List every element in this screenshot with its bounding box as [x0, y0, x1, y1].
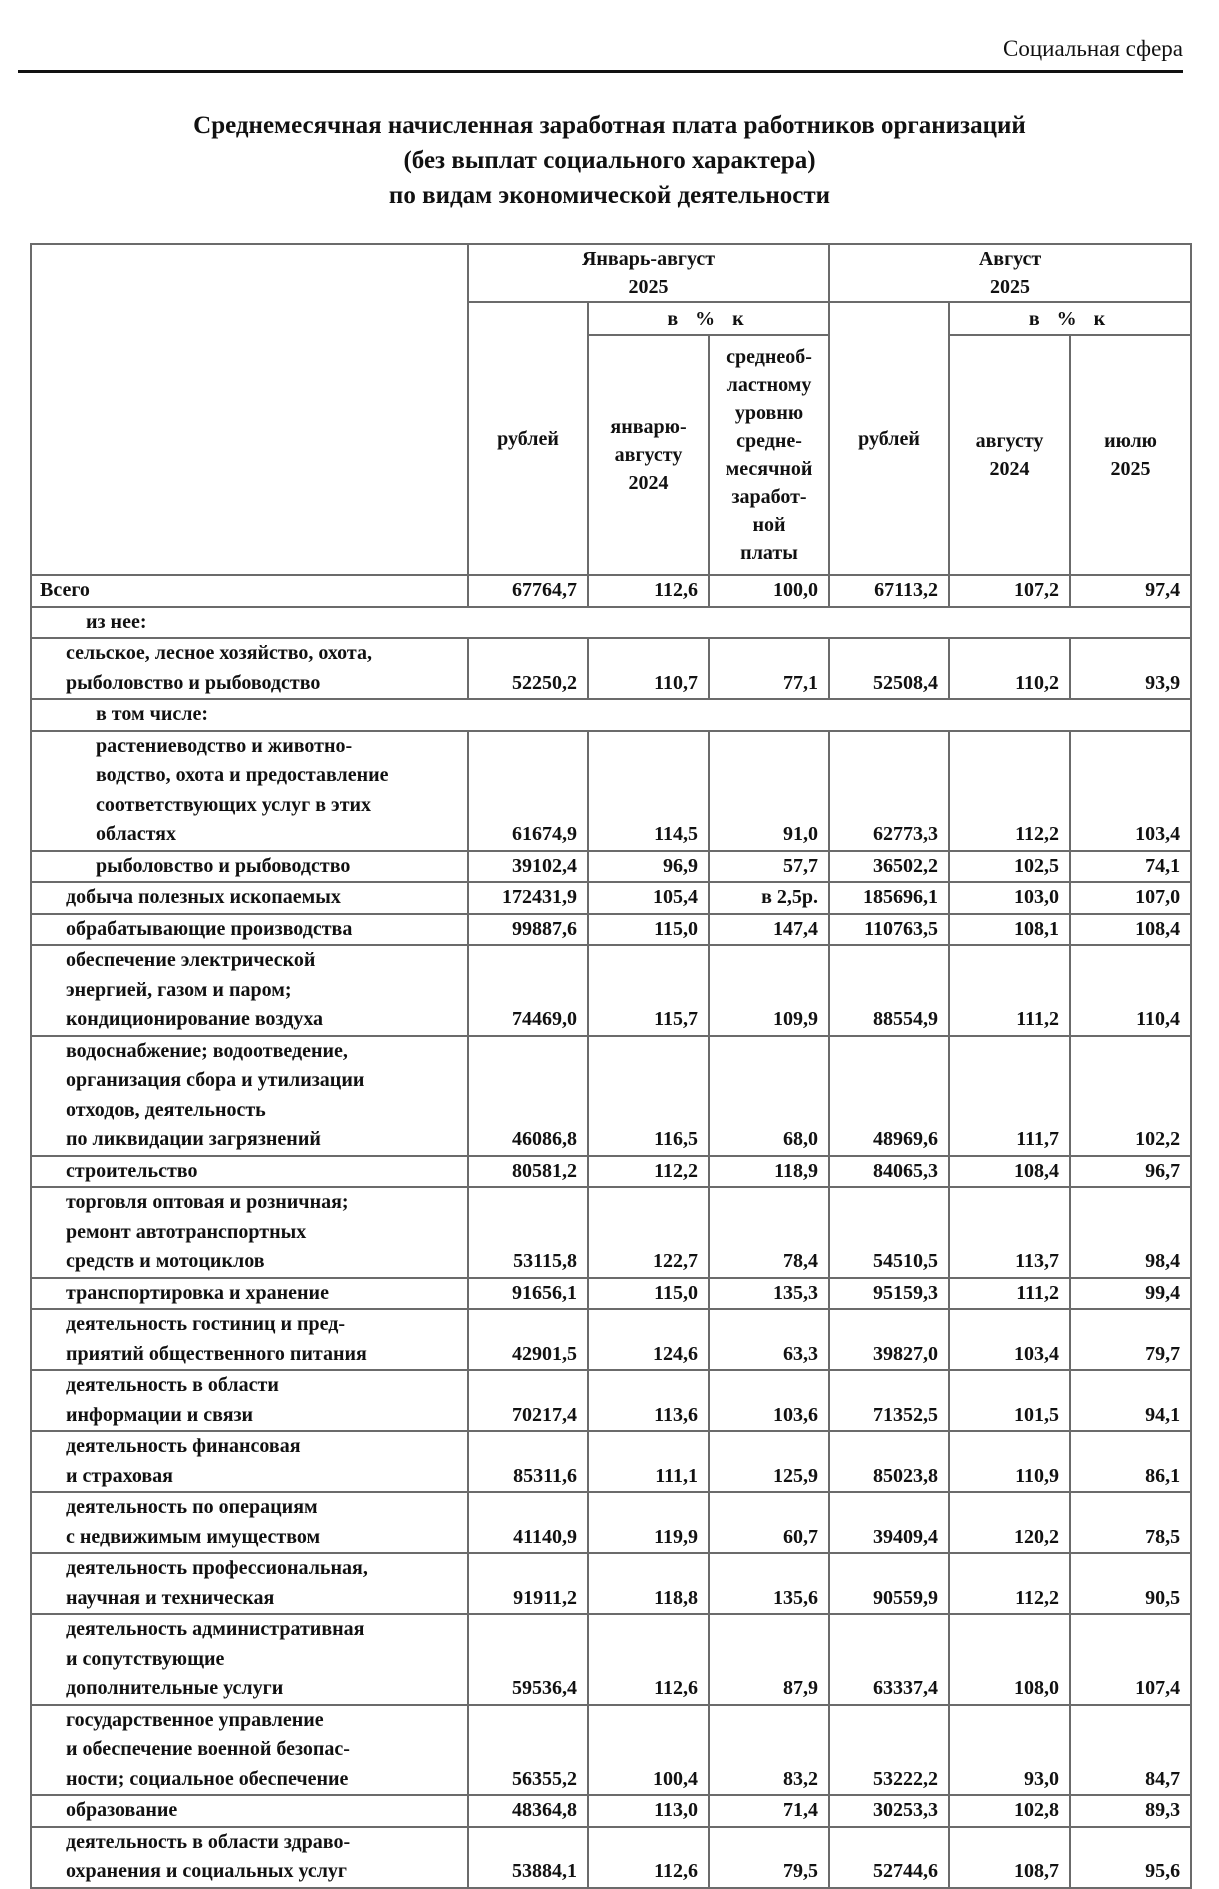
cell-value: 112,6: [588, 1614, 709, 1705]
row-label-line: деятельность по операциям: [66, 1496, 318, 1518]
row-label-line: добыча полезных ископаемых: [66, 886, 341, 908]
row-label-line: средств и мотоциклов: [66, 1250, 265, 1272]
cell-value: 53222,2: [829, 1705, 949, 1796]
row-label-line: деятельность финансовая: [66, 1435, 301, 1457]
cell-value: 84,7: [1070, 1705, 1191, 1796]
row-label-line: и сопутствующие: [66, 1647, 225, 1670]
cell-value: 112,2: [949, 1553, 1070, 1614]
table-row: [31, 575, 1191, 607]
cell-value: 107,2: [949, 575, 1070, 607]
h-jan-line: 2024: [628, 472, 669, 494]
table-row: [31, 1705, 1191, 1796]
table-row: [31, 1156, 1191, 1188]
cell-value: 108,4: [949, 1156, 1070, 1188]
row-label: [31, 1705, 468, 1796]
cell-value: 96,7: [1070, 1156, 1191, 1188]
cell-value: 112,6: [588, 1827, 709, 1888]
row-label-line: рыболовство и рыбоводство: [96, 854, 351, 877]
cell-value: 108,7: [949, 1827, 1070, 1888]
cell-value: 110,7: [588, 638, 709, 699]
row-label: [31, 1309, 468, 1370]
cell-value: 113,6: [588, 1370, 709, 1431]
cell-value: 85023,8: [829, 1431, 949, 1492]
table-row: [31, 914, 1191, 946]
row-label-line: отходов, деятельность: [66, 1098, 266, 1121]
cell-value: 112,2: [949, 731, 1070, 851]
cell-value: 46086,8: [468, 1036, 588, 1156]
h-reg-line: уровню: [734, 402, 804, 424]
row-label: [31, 575, 468, 607]
cell-value: 125,9: [709, 1431, 829, 1492]
header-blank: [31, 244, 468, 575]
row-label: [31, 1036, 468, 1156]
cell-value: 87,9: [709, 1614, 829, 1705]
header-group-aug: [829, 244, 1191, 302]
cell-value: 56355,2: [468, 1705, 588, 1796]
cell-value: 39102,4: [468, 851, 588, 883]
h-aug-line: августу: [975, 430, 1044, 452]
header-pct-1: в % к: [588, 302, 829, 335]
cell-value: 62773,3: [829, 731, 949, 851]
row-label: [31, 1614, 468, 1705]
row-label-line: сельское, лесное хозяйство, охота,: [66, 642, 372, 664]
cell-value: 110,4: [1070, 945, 1191, 1036]
row-label-line: информации и связи: [66, 1403, 254, 1426]
cell-value: 102,8: [949, 1795, 1070, 1827]
table-row: [31, 1614, 1191, 1705]
table-row: [31, 851, 1191, 883]
row-label-line: дополнительные услуги: [66, 1677, 284, 1699]
cell-value: 135,3: [709, 1278, 829, 1310]
cell-value: 42901,5: [468, 1309, 588, 1370]
table-row: [31, 1553, 1191, 1614]
row-label: [31, 1492, 468, 1553]
row-label-line: деятельность в области здраво-: [66, 1830, 351, 1853]
table-row: [31, 1431, 1191, 1492]
cell-value: 94,1: [1070, 1370, 1191, 1431]
row-label: [31, 1795, 468, 1827]
table-row: [31, 882, 1191, 914]
cell-value: 39409,4: [829, 1492, 949, 1553]
cell-value: 118,9: [709, 1156, 829, 1188]
cell-value: 100,4: [588, 1705, 709, 1796]
header-group-jan-aug-line2: 2025: [628, 276, 669, 298]
page-title: [0, 108, 1219, 213]
h-jul-line: июлю: [1104, 430, 1157, 452]
h-reg-line: среднеоб-: [726, 346, 812, 368]
row-label-line: соответствующих услуг в этих: [96, 793, 372, 816]
row-label: [31, 699, 1191, 731]
row-label-line: деятельность профессиональная,: [66, 1557, 368, 1579]
h-reg-line: заработ-: [731, 486, 807, 508]
cell-value: 111,2: [949, 1278, 1070, 1310]
cell-value: 77,1: [709, 638, 829, 699]
table-row: [31, 1827, 1191, 1888]
title-line-2: (без выплат социального характера): [403, 147, 816, 174]
row-label-line: строительство: [66, 1159, 198, 1182]
title-line-3: по видам экономической деятельности: [388, 182, 831, 209]
table-row: [31, 699, 1191, 731]
row-label: [31, 638, 468, 699]
row-label-line: торговля оптовая и розничная;: [66, 1191, 349, 1213]
cell-value: 91656,1: [468, 1278, 588, 1310]
header-group-jan-aug-line1: Январь-август: [581, 248, 716, 270]
row-label-line: областях: [96, 823, 176, 845]
table-row: [31, 1278, 1191, 1310]
cell-value: 100,0: [709, 575, 829, 607]
header-group-aug-line1: Август: [978, 248, 1042, 270]
wages-table: [30, 243, 1192, 1889]
cell-value: 99887,6: [468, 914, 588, 946]
cell-value: 48364,8: [468, 1795, 588, 1827]
cell-value: 147,4: [709, 914, 829, 946]
cell-value: 111,2: [949, 945, 1070, 1036]
cell-value: 119,9: [588, 1492, 709, 1553]
h-jul-line: 2025: [1110, 458, 1151, 480]
cell-value: 110,9: [949, 1431, 1070, 1492]
row-label-line: из нее:: [86, 610, 147, 633]
cell-value: 39827,0: [829, 1309, 949, 1370]
cell-value: 71,4: [709, 1795, 829, 1827]
row-label: [31, 882, 468, 914]
cell-value: 48969,6: [829, 1036, 949, 1156]
cell-value: 107,4: [1070, 1614, 1191, 1705]
cell-value: 79,5: [709, 1827, 829, 1888]
table-row: [31, 1370, 1191, 1431]
cell-value: 30253,3: [829, 1795, 949, 1827]
h-jan-line: августу: [614, 444, 683, 466]
cell-value: 52744,6: [829, 1827, 949, 1888]
header-rub-2: рублей: [829, 302, 949, 575]
header-jul-2025: [1070, 335, 1191, 575]
cell-value: 67764,7: [468, 575, 588, 607]
cell-value: 172431,9: [468, 882, 588, 914]
cell-value: 109,9: [709, 945, 829, 1036]
table-row: [31, 1492, 1191, 1553]
cell-value: в 2,5р.: [709, 882, 829, 914]
row-label-line: обеспечение электрической: [66, 949, 316, 971]
section-header: Социальная сфера: [1003, 36, 1183, 61]
cell-value: 78,5: [1070, 1492, 1191, 1553]
row-label-line: государственное управление: [66, 1708, 324, 1731]
cell-value: 122,7: [588, 1187, 709, 1278]
cell-value: 114,5: [588, 731, 709, 851]
cell-value: 78,4: [709, 1187, 829, 1278]
cell-value: 90,5: [1070, 1553, 1191, 1614]
row-label-line: обрабатывающие производства: [66, 917, 353, 940]
cell-value: 118,8: [588, 1553, 709, 1614]
cell-value: 103,0: [949, 882, 1070, 914]
row-label: [31, 851, 468, 883]
row-label: [31, 607, 1191, 639]
cell-value: 95,6: [1070, 1827, 1191, 1888]
cell-value: 59536,4: [468, 1614, 588, 1705]
cell-value: 107,0: [1070, 882, 1191, 914]
h-jan-line: январю-: [610, 416, 687, 438]
header-group-aug-line2: 2025: [990, 276, 1031, 298]
cell-value: 111,1: [588, 1431, 709, 1492]
row-label-line: деятельность гостиниц и пред-: [66, 1313, 346, 1335]
cell-value: 89,3: [1070, 1795, 1191, 1827]
cell-value: 74,1: [1070, 851, 1191, 883]
row-label-line: охранения и социальных услуг: [66, 1860, 348, 1882]
row-label-line: деятельность в области: [66, 1374, 279, 1396]
cell-value: 80581,2: [468, 1156, 588, 1188]
row-label-line: растениеводство и животно-: [96, 734, 353, 757]
cell-value: 111,7: [949, 1036, 1070, 1156]
row-label-line: ремонт автотранспортных: [66, 1220, 307, 1243]
row-label-line: и страховая: [66, 1464, 173, 1487]
row-label-line: кондиционирование воздуха: [66, 1008, 324, 1030]
header-pct-2: в % к: [949, 302, 1191, 335]
cell-value: 91911,2: [468, 1553, 588, 1614]
row-label: [31, 1187, 468, 1278]
row-label: [31, 1156, 468, 1188]
cell-value: 79,7: [1070, 1309, 1191, 1370]
cell-value: 101,5: [949, 1370, 1070, 1431]
cell-value: 120,2: [949, 1492, 1070, 1553]
cell-value: 70217,4: [468, 1370, 588, 1431]
cell-value: 74469,0: [468, 945, 588, 1036]
header-jan-aug-2024: [588, 335, 709, 575]
cell-value: 185696,1: [829, 882, 949, 914]
row-label-line: водоснабжение; водоотведение,: [66, 1039, 348, 1062]
cell-value: 53115,8: [468, 1187, 588, 1278]
cell-value: 110763,5: [829, 914, 949, 946]
cell-value: 84065,3: [829, 1156, 949, 1188]
row-label-line: водство, охота и предоставление: [96, 764, 389, 786]
cell-value: 135,6: [709, 1553, 829, 1614]
cell-value: 96,9: [588, 851, 709, 883]
header-group-jan-aug: [468, 244, 829, 302]
cell-value: 97,4: [1070, 575, 1191, 607]
cell-value: 61674,9: [468, 731, 588, 851]
row-label-line: научная и техническая: [66, 1586, 275, 1609]
cell-value: 108,0: [949, 1614, 1070, 1705]
table-row: [31, 1795, 1191, 1827]
cell-value: 63,3: [709, 1309, 829, 1370]
cell-value: 93,0: [949, 1705, 1070, 1796]
h-reg-line: ной: [752, 514, 786, 536]
table-row: [31, 1036, 1191, 1156]
header-rule: [18, 70, 1183, 73]
row-label-line: ности; социальное обеспечение: [66, 1767, 349, 1790]
cell-value: 103,4: [949, 1309, 1070, 1370]
cell-value: 102,2: [1070, 1036, 1191, 1156]
cell-value: 85311,6: [468, 1431, 588, 1492]
row-label: [31, 945, 468, 1036]
title-line-1: Среднемесячная начисленная заработная плата работников организаций: [193, 112, 1026, 139]
row-label: [31, 1431, 468, 1492]
row-label-line: приятий общественного питания: [66, 1342, 367, 1365]
cell-value: 116,5: [588, 1036, 709, 1156]
row-label-line: организация сбора и утилизации: [66, 1069, 365, 1091]
cell-value: 108,4: [1070, 914, 1191, 946]
cell-value: 90559,9: [829, 1553, 949, 1614]
cell-value: 124,6: [588, 1309, 709, 1370]
row-label-line: рыболовство и рыбоводство: [66, 671, 321, 694]
cell-value: 36502,2: [829, 851, 949, 883]
row-label: [31, 1278, 468, 1310]
cell-value: 115,0: [588, 914, 709, 946]
table-row: [31, 607, 1191, 639]
row-label: [31, 731, 468, 851]
cell-value: 105,4: [588, 882, 709, 914]
row-label: [31, 914, 468, 946]
cell-value: 91,0: [709, 731, 829, 851]
cell-value: 52250,2: [468, 638, 588, 699]
cell-value: 115,7: [588, 945, 709, 1036]
row-label-line: и обеспечение военной безопас-: [66, 1738, 350, 1760]
table-row: [31, 731, 1191, 851]
h-reg-line: средне-: [736, 430, 802, 452]
cell-value: 41140,9: [468, 1492, 588, 1553]
row-label: [31, 1827, 468, 1888]
row-label-line: в том числе:: [96, 703, 209, 725]
cell-value: 108,1: [949, 914, 1070, 946]
table-row: [31, 1309, 1191, 1370]
cell-value: 67113,2: [829, 575, 949, 607]
row-label: [31, 1553, 468, 1614]
cell-value: 110,2: [949, 638, 1070, 699]
cell-value: 115,0: [588, 1278, 709, 1310]
cell-value: 113,0: [588, 1795, 709, 1827]
cell-value: 68,0: [709, 1036, 829, 1156]
cell-value: 98,4: [1070, 1187, 1191, 1278]
table-row: [31, 638, 1191, 699]
row-label-line: по ликвидации загрязнений: [66, 1128, 321, 1150]
cell-value: 83,2: [709, 1705, 829, 1796]
cell-value: 93,9: [1070, 638, 1191, 699]
cell-value: 112,6: [588, 575, 709, 607]
row-label: [31, 1370, 468, 1431]
header-aug-2024: [949, 335, 1070, 575]
cell-value: 52508,4: [829, 638, 949, 699]
cell-value: 103,4: [1070, 731, 1191, 851]
cell-value: 103,6: [709, 1370, 829, 1431]
h-reg-line: ластному: [726, 374, 812, 396]
header-rub-1: рублей: [468, 302, 588, 575]
row-label-line: с недвижимым имуществом: [66, 1525, 321, 1548]
table-row: [31, 1187, 1191, 1278]
row-label-line: деятельность административная: [66, 1618, 365, 1640]
cell-value: 99,4: [1070, 1278, 1191, 1310]
cell-value: 60,7: [709, 1492, 829, 1553]
row-label-line: энергией, газом и паром;: [66, 978, 292, 1001]
cell-value: 71352,5: [829, 1370, 949, 1431]
row-label-line: Всего: [40, 579, 90, 601]
cell-value: 53884,1: [468, 1827, 588, 1888]
h-reg-line: платы: [740, 542, 798, 564]
cell-value: 95159,3: [829, 1278, 949, 1310]
h-aug-line: 2024: [989, 458, 1030, 480]
h-reg-line: месячной: [725, 458, 813, 480]
cell-value: 102,5: [949, 851, 1070, 883]
cell-value: 57,7: [709, 851, 829, 883]
cell-value: 112,2: [588, 1156, 709, 1188]
cell-value: 113,7: [949, 1187, 1070, 1278]
cell-value: 63337,4: [829, 1614, 949, 1705]
row-label-line: образование: [66, 1799, 178, 1821]
cell-value: 88554,9: [829, 945, 949, 1036]
header-regional-level: [709, 335, 829, 575]
row-label-line: транспортировка и хранение: [66, 1281, 329, 1304]
cell-value: 54510,5: [829, 1187, 949, 1278]
cell-value: 86,1: [1070, 1431, 1191, 1492]
table-row: [31, 945, 1191, 1036]
